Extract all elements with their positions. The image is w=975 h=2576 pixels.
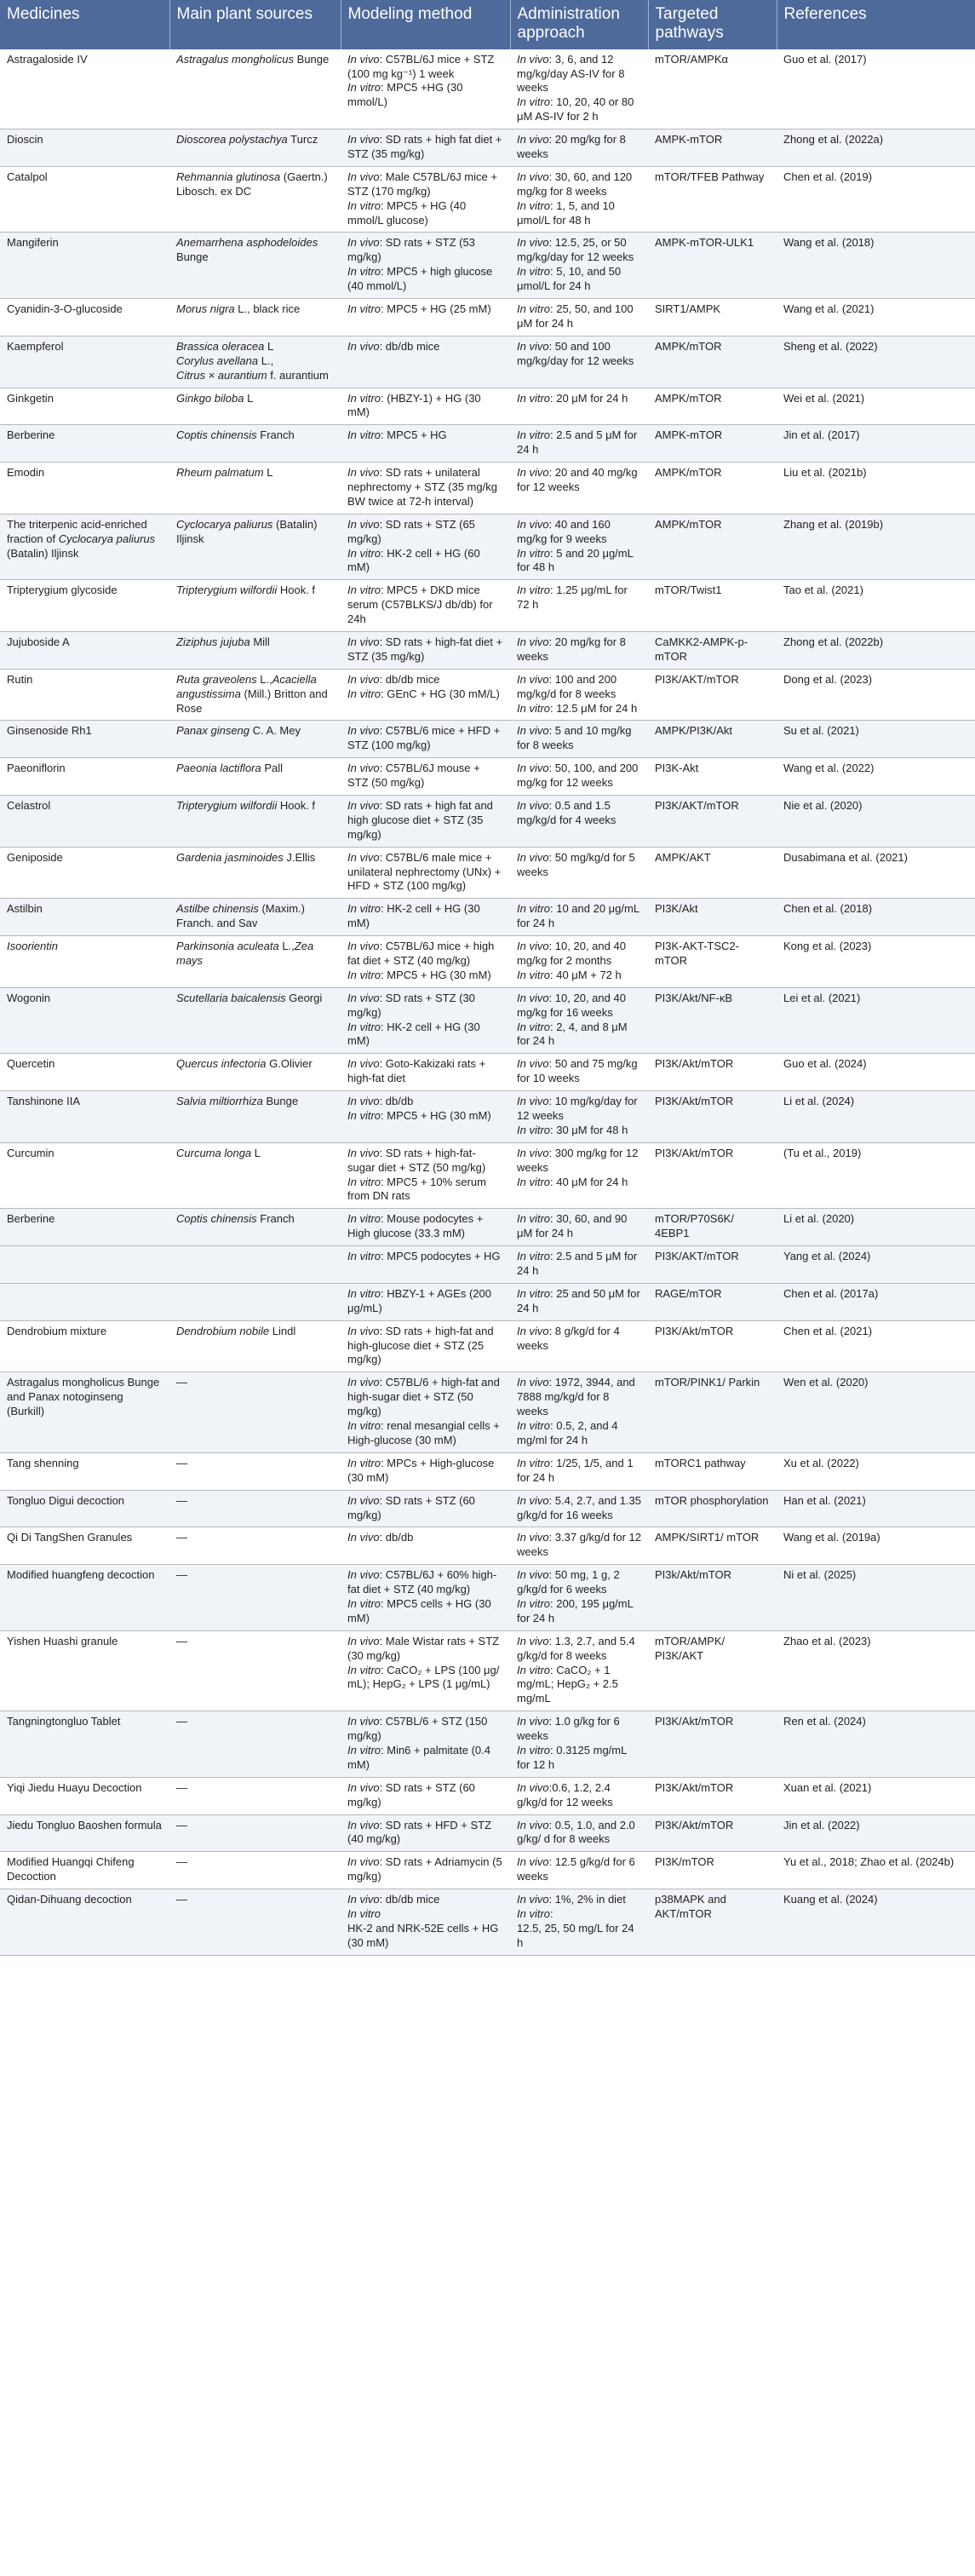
cell-administration: In vivo: 1972, 3944, and 7888 mg/kg/d for 8 weeks In vitro: 0.5, 2, and 4 mg/ml for 24 h xyxy=(510,1372,648,1452)
cell-administration: In vitro: 1.25 μg/mL for 72 h xyxy=(510,580,648,632)
cell-pathway: PI3K/Akt/mTOR xyxy=(648,1814,777,1852)
cell-administration: In vivo: 5 and 10 mg/kg for 8 weeks xyxy=(510,721,648,758)
table-row xyxy=(0,758,975,796)
cell-administration: In vivo: 20 and 40 mg/kg for 12 weeks xyxy=(510,463,648,515)
cell-medicine: Emodin xyxy=(0,463,169,515)
cell-reference: Wang et al. (2019a) xyxy=(777,1527,975,1565)
cell-medicine: Berberine xyxy=(0,425,169,463)
cell-medicine: Curcumin xyxy=(0,1142,169,1209)
cell-modeling-method: In vitro: HBZY-1 + AGEs (200 μg/mL) xyxy=(341,1283,510,1320)
table-row xyxy=(0,1527,975,1565)
table-row xyxy=(0,1814,975,1852)
table-row xyxy=(0,1777,975,1814)
cell-modeling-method: In vivo: C57BL/6 mice + HFD + STZ (100 mg/kg) xyxy=(341,721,510,758)
table-row xyxy=(0,1711,975,1778)
cell-administration: In vitro: 20 μM for 24 h xyxy=(510,388,648,425)
cell-administration: In vivo: 50 and 75 mg/kg for 10 weeks xyxy=(510,1054,648,1091)
cell-administration: In vivo: 1%, 2% in diet In vitro: 12.5, 25, 50 mg/L for 24 h xyxy=(510,1889,648,1956)
cell-medicine: Dioscin xyxy=(0,129,169,167)
cell-reference: Kong et al. (2023) xyxy=(777,936,975,988)
cell-reference: Guo et al. (2017) xyxy=(777,49,975,129)
cell-administration: In vitro: 30, 60, and 90 μM for 24 h xyxy=(510,1209,648,1246)
cell-pathway: AMPK/mTOR xyxy=(648,514,777,580)
cell-modeling-method: In vivo: C57BL/6J mice + high fat diet + STZ (40 mg/kg) In vitro: MPC5 + HG (30 mM) xyxy=(341,936,510,988)
cell-medicine: Mangiferin xyxy=(0,233,169,299)
cell-medicine: Qidan-Dihuang decoction xyxy=(0,1889,169,1956)
cell-modeling-method: In vivo: SD rats + high-fat diet + STZ (35 mg/kg) xyxy=(341,631,510,669)
cell-reference: Yu et al., 2018; Zhao et al. (2024b) xyxy=(777,1852,975,1889)
cell-plant-source: Cyclocarya paliurus (Batalin) Iljinsk xyxy=(169,514,341,580)
cell-reference: Wang et al. (2018) xyxy=(777,233,975,299)
cell-reference: Su et al. (2021) xyxy=(777,721,975,758)
cell-reference: Dusabimana et al. (2021) xyxy=(777,847,975,899)
table-row xyxy=(0,388,975,425)
table-row xyxy=(0,129,975,167)
cell-medicine: Rutin xyxy=(0,669,169,721)
table-row xyxy=(0,847,975,899)
cell-plant-source: Astragalus mongholicus Bunge xyxy=(169,49,341,129)
table-row xyxy=(0,1452,975,1490)
cell-plant-source: Quercus infectoria G.Olivier xyxy=(169,1054,341,1091)
cell-medicine: Yishen Huashi granule xyxy=(0,1630,169,1711)
cell-reference: Wang et al. (2021) xyxy=(777,299,975,336)
cell-pathway: mTOR/Twist1 xyxy=(648,580,777,632)
cell-plant-source: Scutellaria baicalensis Georgi xyxy=(169,987,341,1054)
table-row xyxy=(0,425,975,463)
cell-plant-source: Coptis chinensis Franch xyxy=(169,425,341,463)
table-row xyxy=(0,1142,975,1209)
cell-medicine: Qi Di TangShen Granules xyxy=(0,1527,169,1565)
table-row xyxy=(0,1283,975,1320)
cell-pathway: PI3K-Akt xyxy=(648,758,777,796)
cell-plant-source: — xyxy=(169,1889,341,1956)
cell-medicine: Tripterygium glycoside xyxy=(0,580,169,632)
cell-pathway: PI3k/Akt/mTOR xyxy=(648,1565,777,1631)
cell-reference: Lei et al. (2021) xyxy=(777,987,975,1054)
cell-medicine: Paeoniflorin xyxy=(0,758,169,796)
cell-plant-source: Tripterygium wilfordii Hook. f xyxy=(169,580,341,632)
cell-reference: Chen et al. (2019) xyxy=(777,166,975,233)
cell-medicine: Tangningtongluo Tablet xyxy=(0,1711,169,1778)
table-row xyxy=(0,299,975,336)
cell-reference: Guo et al. (2024) xyxy=(777,1054,975,1091)
cell-modeling-method: In vivo: db/db In vitro: MPC5 + HG (30 mM) xyxy=(341,1091,510,1143)
table-row xyxy=(0,1372,975,1452)
cell-medicine: Geniposide xyxy=(0,847,169,899)
cell-administration: In vivo: 50 mg/kg/d for 5 weeks xyxy=(510,847,648,899)
cell-pathway: CaMKK2-AMPK-p-mTOR xyxy=(648,631,777,669)
cell-modeling-method: In vivo: SD rats + high fat diet + STZ (35 mg/kg) xyxy=(341,129,510,167)
cell-pathway: PI3K/Akt/mTOR xyxy=(648,1091,777,1143)
cell-reference: Jin et al. (2022) xyxy=(777,1814,975,1852)
cell-reference: Kuang et al. (2024) xyxy=(777,1889,975,1956)
cell-reference: Zhong et al. (2022a) xyxy=(777,129,975,167)
cell-reference: Zhang et al. (2019b) xyxy=(777,514,975,580)
cell-reference: Ren et al. (2024) xyxy=(777,1711,975,1778)
cell-modeling-method: In vivo: C57BL/6 male mice + unilateral nephrectomy (UNx) + HFD + STZ (100 mg/kg) xyxy=(341,847,510,899)
table-row xyxy=(0,1889,975,1956)
table-row xyxy=(0,336,975,388)
cell-modeling-method: In vivo: SD rats + HFD + STZ (40 mg/kg) xyxy=(341,1814,510,1852)
cell-administration: In vivo: 3.37 g/kg/d for 12 weeks xyxy=(510,1527,648,1565)
cell-plant-source: Panax ginseng C. A. Mey xyxy=(169,721,341,758)
cell-reference: Xu et al. (2022) xyxy=(777,1452,975,1490)
cell-modeling-method: In vivo: SD rats + unilateral nephrectomy + STZ (35 mg/kg BW twice at 72-h interval) xyxy=(341,463,510,515)
cell-modeling-method: In vivo: SD rats + Adriamycin (5 mg/kg) xyxy=(341,1852,510,1889)
cell-modeling-method: In vivo: C57BL/6J mouse + STZ (50 mg/kg) xyxy=(341,758,510,796)
cell-administration: In vivo: 12.5, 25, or 50 mg/kg/day for 12 weeks In vitro: 5, 10, and 50 μmol/L for 24 h xyxy=(510,233,648,299)
table-row xyxy=(0,49,975,129)
table-row xyxy=(0,669,975,721)
cell-reference: Liu et al. (2021b) xyxy=(777,463,975,515)
cell-pathway: PI3K/mTOR xyxy=(648,1852,777,1889)
cell-plant-source: Paeonia lactiflora Pall xyxy=(169,758,341,796)
cell-medicine: Cyanidin-3-O-glucoside xyxy=(0,299,169,336)
cell-pathway: PI3K/Akt/mTOR xyxy=(648,1711,777,1778)
cell-pathway: PI3K/Akt xyxy=(648,899,777,936)
cell-administration: In vivo: 50, 100, and 200 mg/kg for 12 weeks xyxy=(510,758,648,796)
cell-pathway: PI3K/Akt/mTOR xyxy=(648,1320,777,1372)
cell-administration: In vitro: 25, 50, and 100 μM for 24 h xyxy=(510,299,648,336)
cell-reference: Wang et al. (2022) xyxy=(777,758,975,796)
cell-medicine: Astragaloside IV xyxy=(0,49,169,129)
table-row xyxy=(0,233,975,299)
cell-modeling-method: In vivo: db/db xyxy=(341,1527,510,1565)
cell-administration: In vivo: 50 mg, 1 g, 2 g/kg/d for 6 weeks In vitro: 200, 195 μg/mL for 24 h xyxy=(510,1565,648,1631)
cell-plant-source: Ginkgo biloba L xyxy=(169,388,341,425)
cell-pathway: AMPK/mTOR xyxy=(648,463,777,515)
cell-medicine xyxy=(0,1283,169,1320)
cell-administration: In vivo: 10 mg/kg/day for 12 weeks In vitro: 30 μM for 48 h xyxy=(510,1091,648,1143)
table-row xyxy=(0,1054,975,1091)
cell-reference: Chen et al. (2017a) xyxy=(777,1283,975,1320)
cell-pathway: mTOR/PINK1/ Parkin xyxy=(648,1372,777,1452)
cell-plant-source: Rheum palmatum L xyxy=(169,463,341,515)
header-references: References xyxy=(777,0,975,49)
cell-reference: Xuan et al. (2021) xyxy=(777,1777,975,1814)
cell-medicine: Jiedu Tongluo Baoshen formula xyxy=(0,1814,169,1852)
cell-reference: Chen et al. (2021) xyxy=(777,1320,975,1372)
cell-plant-source: Morus nigra L., black rice xyxy=(169,299,341,336)
cell-pathway: mTOR/TFEB Pathway xyxy=(648,166,777,233)
cell-plant-source: — xyxy=(169,1630,341,1711)
cell-modeling-method: In vivo: Male C57BL/6J mice + STZ (170 mg/kg) In vitro: MPC5 + HG (40 mmol/L glucose) xyxy=(341,166,510,233)
cell-administration: In vivo: 3, 6, and 12 mg/kg/day AS-IV for 8 weeks In vitro: 10, 20, 40 or 80 μM AS-IV for 2 h xyxy=(510,49,648,129)
table-row xyxy=(0,987,975,1054)
cell-modeling-method: In vitro: (HBZY-1) + HG (30 mM) xyxy=(341,388,510,425)
cell-medicine: Kaempferol xyxy=(0,336,169,388)
cell-modeling-method: In vivo: SD rats + STZ (30 mg/kg) In vitro: HK-2 cell + HG (30 mM) xyxy=(341,987,510,1054)
cell-medicine: Dendrobium mixture xyxy=(0,1320,169,1372)
cell-medicine: Catalpol xyxy=(0,166,169,233)
cell-plant-source: Parkinsonia aculeata L.,Zea mays xyxy=(169,936,341,988)
table-body xyxy=(0,49,975,1955)
cell-pathway: p38MAPK and AKT/mTOR xyxy=(648,1889,777,1956)
cell-pathway: AMPK-mTOR xyxy=(648,129,777,167)
cell-administration: In vivo: 20 mg/kg for 8 weeks xyxy=(510,631,648,669)
header-medicines: Medicines xyxy=(0,0,169,49)
cell-administration: In vitro: 2.5 and 5 μM for 24 h xyxy=(510,1246,648,1284)
cell-pathway: mTOR/AMPK/ PI3K/AKT xyxy=(648,1630,777,1711)
cell-administration: In vivo: 300 mg/kg for 12 weeks In vitro: 40 μM for 24 h xyxy=(510,1142,648,1209)
cell-reference: Li et al. (2020) xyxy=(777,1209,975,1246)
cell-medicine: Astilbin xyxy=(0,899,169,936)
cell-reference: Tao et al. (2021) xyxy=(777,580,975,632)
cell-modeling-method: In vivo: db/db mice In vitro: GEnC + HG (30 mM/L) xyxy=(341,669,510,721)
cell-pathway: AMPK/mTOR xyxy=(648,388,777,425)
cell-plant-source: Tripterygium wilfordii Hook. f xyxy=(169,795,341,847)
cell-reference: Jin et al. (2017) xyxy=(777,425,975,463)
cell-medicine: Tongluo Digui decoction xyxy=(0,1490,169,1527)
cell-administration: In vivo: 1.3, 2.7, and 5.4 g/kg/d for 8 weeks In vitro: CaCO₂ + 1 mg/mL; HepG₂ + 2.5 mg/mL xyxy=(510,1630,648,1711)
cell-pathway: AMPK/PI3K/Akt xyxy=(648,721,777,758)
cell-pathway: PI3K/Akt/mTOR xyxy=(648,1142,777,1209)
cell-pathway: AMPK/mTOR xyxy=(648,336,777,388)
header-administration: Administration approach xyxy=(510,0,648,49)
cell-pathway: AMPK/SIRT1/ mTOR xyxy=(648,1527,777,1565)
cell-plant-source: Dioscorea polystachya Turcz xyxy=(169,129,341,167)
cell-reference: Wen et al. (2020) xyxy=(777,1372,975,1452)
table-row xyxy=(0,1490,975,1527)
cell-plant-source: Brassica oleracea L Corylus avellana L., Citrus × aurantium f. aurantium xyxy=(169,336,341,388)
table-row xyxy=(0,166,975,233)
cell-pathway: mTOR/P70S6K/ 4EBP1 xyxy=(648,1209,777,1246)
cell-modeling-method: In vivo: C57BL/6J + 60% high-fat diet + STZ (40 mg/kg) In vitro: MPC5 cells + HG (30 mM) xyxy=(341,1565,510,1631)
table-header-row xyxy=(0,0,975,49)
cell-plant-source: Dendrobium nobile Lindl xyxy=(169,1320,341,1372)
cell-pathway: mTOR phosphorylation xyxy=(648,1490,777,1527)
cell-reference: Wei et al. (2021) xyxy=(777,388,975,425)
cell-medicine: Ginkgetin xyxy=(0,388,169,425)
cell-administration: In vivo: 20 mg/kg for 8 weeks xyxy=(510,129,648,167)
header-plant-sources: Main plant sources xyxy=(169,0,341,49)
cell-pathway: PI3K/Akt/mTOR xyxy=(648,1054,777,1091)
cell-administration: In vitro: 10 and 20 μg/mL for 24 h xyxy=(510,899,648,936)
cell-medicine: Wogonin xyxy=(0,987,169,1054)
cell-medicine: Celastrol xyxy=(0,795,169,847)
cell-pathway: PI3K-AKT-TSC2-mTOR xyxy=(648,936,777,988)
cell-administration: In vivo: 1.0 g/kg for 6 weeks In vitro: 0.3125 mg/mL for 12 h xyxy=(510,1711,648,1778)
cell-administration: In vivo: 50 and 100 mg/kg/day for 12 weeks xyxy=(510,336,648,388)
cell-modeling-method: In vivo: SD rats + STZ (60 mg/kg) xyxy=(341,1777,510,1814)
cell-medicine xyxy=(0,1246,169,1284)
cell-medicine: Tanshinone IIA xyxy=(0,1091,169,1143)
cell-modeling-method: In vivo: C57BL/6 + high-fat and high-sugar diet + STZ (50 mg/kg) In vitro: renal mesangial cells + High-glucose (30 mM) xyxy=(341,1372,510,1452)
cell-plant-source: — xyxy=(169,1527,341,1565)
table-row xyxy=(0,795,975,847)
cell-administration: In vivo: 5.4, 2.7, and 1.35 g/kg/d for 16 weeks xyxy=(510,1490,648,1527)
cell-plant-source: Curcuma longa L xyxy=(169,1142,341,1209)
cell-plant-source: — xyxy=(169,1711,341,1778)
table-row xyxy=(0,1091,975,1143)
cell-plant-source: Ruta graveolens L.,Acaciella angustissima (Mill.) Britton and Rose xyxy=(169,669,341,721)
cell-modeling-method: In vivo: C57BL/6J mice + STZ (100 mg kg⁻¹) 1 week In vitro: MPC5 +HG (30 mmol/L) xyxy=(341,49,510,129)
cell-administration: In vivo: 8 g/kg/d for 4 weeks xyxy=(510,1320,648,1372)
cell-administration: In vivo: 40 and 160 mg/kg for 9 weeks In vitro: 5 and 20 μg/mL for 48 h xyxy=(510,514,648,580)
cell-modeling-method: In vitro: MPC5 + DKD mice serum (C57BLKS/J db/db) for 24h xyxy=(341,580,510,632)
cell-administration: In vivo: 100 and 200 mg/kg/d for 8 weeks In vitro: 12.5 μM for 24 h xyxy=(510,669,648,721)
cell-plant-source xyxy=(169,1246,341,1284)
cell-reference: Dong et al. (2023) xyxy=(777,669,975,721)
cell-modeling-method: In vitro: MPC5 + HG xyxy=(341,425,510,463)
cell-reference: Yang et al. (2024) xyxy=(777,1246,975,1284)
cell-pathway: SIRT1/AMPK xyxy=(648,299,777,336)
cell-pathway: PI3K/Akt/NF-κB xyxy=(648,987,777,1054)
cell-modeling-method: In vivo: SD rats + high-fat and high-glucose diet + STZ (25 mg/kg) xyxy=(341,1320,510,1372)
cell-plant-source: — xyxy=(169,1372,341,1452)
cell-administration: In vivo: 10, 20, and 40 mg/kg for 16 weeks In vitro: 2, 4, and 8 μM for 24 h xyxy=(510,987,648,1054)
table-row xyxy=(0,1630,975,1711)
cell-pathway: PI3K/AKT/mTOR xyxy=(648,669,777,721)
cell-plant-source: Coptis chinensis Franch xyxy=(169,1209,341,1246)
table-row xyxy=(0,1246,975,1284)
cell-reference: Sheng et al. (2022) xyxy=(777,336,975,388)
cell-pathway: AMPK-mTOR-ULK1 xyxy=(648,233,777,299)
table-row xyxy=(0,1565,975,1631)
cell-medicine: Tang shenning xyxy=(0,1452,169,1490)
cell-modeling-method: In vivo: SD rats + high fat and high glucose diet + STZ (35 mg/kg) xyxy=(341,795,510,847)
cell-medicine: Ginsenoside Rh1 xyxy=(0,721,169,758)
cell-pathway: mTORC1 pathway xyxy=(648,1452,777,1490)
table-row xyxy=(0,936,975,988)
cell-reference: Han et al. (2021) xyxy=(777,1490,975,1527)
cell-plant-source: — xyxy=(169,1490,341,1527)
cell-modeling-method: In vivo: Male Wistar rats + STZ (30 mg/kg) In vitro: CaCO₂ + LPS (100 μg/ mL); HepG₂ + LPS (1 μg/mL) xyxy=(341,1630,510,1711)
cell-administration: In vivo: 12.5 g/kg/d for 6 weeks xyxy=(510,1852,648,1889)
cell-modeling-method: In vivo: SD rats + STZ (53 mg/kg) In vitro: MPC5 + high glucose (40 mmol/L) xyxy=(341,233,510,299)
cell-pathway: PI3K/AKT/mTOR xyxy=(648,1246,777,1284)
cell-medicine: Jujuboside A xyxy=(0,631,169,669)
table-row xyxy=(0,514,975,580)
cell-medicine: Modified huangfeng decoction xyxy=(0,1565,169,1631)
cell-modeling-method: In vivo: SD rats + STZ (65 mg/kg) In vitro: HK-2 cell + HG (60 mM) xyxy=(341,514,510,580)
table-row xyxy=(0,580,975,632)
cell-pathway: PI3K/AKT/mTOR xyxy=(648,795,777,847)
cell-reference: Li et al. (2024) xyxy=(777,1091,975,1143)
cell-reference: Ni et al. (2025) xyxy=(777,1565,975,1631)
cell-plant-source: Ziziphus jujuba Mill xyxy=(169,631,341,669)
cell-modeling-method: In vitro: MPC5 + HG (25 mM) xyxy=(341,299,510,336)
cell-medicine: Yiqi Jiedu Huayu Decoction xyxy=(0,1777,169,1814)
cell-medicine: Modified Huangqi Chifeng Decoction xyxy=(0,1852,169,1889)
cell-plant-source: Rehmannia glutinosa (Gaertn.) Libosch. ex DC xyxy=(169,166,341,233)
cell-reference: Zhao et al. (2023) xyxy=(777,1630,975,1711)
cell-administration: In vivo: 0.5, 1.0, and 2.0 g/kg/ d for 8 weeks xyxy=(510,1814,648,1852)
cell-modeling-method: In vitro: MPC5 podocytes + HG xyxy=(341,1246,510,1284)
cell-medicine: Isoorientin xyxy=(0,936,169,988)
cell-medicine: Astragalus mongholicus Bunge and Panax notoginseng (Burkill) xyxy=(0,1372,169,1452)
cell-modeling-method: In vitro: Mouse podocytes + High glucose (33.3 mM) xyxy=(341,1209,510,1246)
cell-plant-source: Gardenia jasminoides J.Ellis xyxy=(169,847,341,899)
cell-plant-source: — xyxy=(169,1852,341,1889)
cell-reference: Nie et al. (2020) xyxy=(777,795,975,847)
cell-reference: Zhong et al. (2022b) xyxy=(777,631,975,669)
header-modeling-method: Modeling method xyxy=(341,0,510,49)
cell-medicine: Quercetin xyxy=(0,1054,169,1091)
cell-plant-source: — xyxy=(169,1777,341,1814)
table-row xyxy=(0,1852,975,1889)
cell-administration: In vitro: 25 and 50 μM for 24 h xyxy=(510,1283,648,1320)
table-row xyxy=(0,899,975,936)
cell-modeling-method: In vitro: HK-2 cell + HG (30 mM) xyxy=(341,899,510,936)
table-row xyxy=(0,463,975,515)
cell-plant-source: — xyxy=(169,1452,341,1490)
cell-pathway: AMPK/AKT xyxy=(648,847,777,899)
cell-administration: In vivo: 10, 20, and 40 mg/kg for 2 months In vitro: 40 μM + 72 h xyxy=(510,936,648,988)
cell-modeling-method: In vivo: db/db mice xyxy=(341,336,510,388)
cell-pathway: PI3K/Akt/mTOR xyxy=(648,1777,777,1814)
header-pathways: Targeted pathways xyxy=(648,0,777,49)
table-row xyxy=(0,721,975,758)
cell-pathway: AMPK-mTOR xyxy=(648,425,777,463)
cell-administration: In vivo: 30, 60, and 120 mg/kg for 8 weeks In vitro: 1, 5, and 10 μmol/L for 48 h xyxy=(510,166,648,233)
cell-administration: In vivo:0.6, 1.2, 2.4 g/kg/d for 12 weeks xyxy=(510,1777,648,1814)
cell-plant-source: Salvia miltiorrhiza Bunge xyxy=(169,1091,341,1143)
cell-modeling-method: In vivo: Goto-Kakizaki rats + high-fat diet xyxy=(341,1054,510,1091)
cell-modeling-method: In vitro: MPCs + High-glucose (30 mM) xyxy=(341,1452,510,1490)
cell-administration: In vitro: 2.5 and 5 μM for 24 h xyxy=(510,425,648,463)
cell-administration: In vitro: 1/25, 1/5, and 1 for 24 h xyxy=(510,1452,648,1490)
cell-pathway: RAGE/mTOR xyxy=(648,1283,777,1320)
cell-reference: (Tu et al., 2019) xyxy=(777,1142,975,1209)
cell-medicine: Berberine xyxy=(0,1209,169,1246)
table-row xyxy=(0,1209,975,1246)
cell-medicine: The triterpenic acid-enriched fraction of Cyclocarya paliurus (Batalin) Iljinsk xyxy=(0,514,169,580)
cell-plant-source: Anemarrhena asphodeloides Bunge xyxy=(169,233,341,299)
cell-reference: Chen et al. (2018) xyxy=(777,899,975,936)
cell-modeling-method: In vivo: db/db mice In vitro HK-2 and NRK-52E cells + HG (30 mM) xyxy=(341,1889,510,1956)
cell-plant-source: — xyxy=(169,1565,341,1631)
table-row xyxy=(0,631,975,669)
table-row xyxy=(0,1320,975,1372)
cell-administration: In vivo: 0.5 and 1.5 mg/kg/d for 4 weeks xyxy=(510,795,648,847)
cell-plant-source: — xyxy=(169,1814,341,1852)
cell-modeling-method: In vivo: C57BL/6 + STZ (150 mg/kg) In vitro: Min6 + palmitate (0.4 mM) xyxy=(341,1711,510,1778)
cell-modeling-method: In vivo: SD rats + high-fat-sugar diet + STZ (50 mg/kg) In vitro: MPC5 + 10% serum from DN rats xyxy=(341,1142,510,1209)
cell-plant-source: Astilbe chinensis (Maxim.) Franch. and Sav xyxy=(169,899,341,936)
cell-pathway: mTOR/AMPKα xyxy=(648,49,777,129)
cell-modeling-method: In vivo: SD rats + STZ (60 mg/kg) xyxy=(341,1490,510,1527)
cell-plant-source xyxy=(169,1283,341,1320)
